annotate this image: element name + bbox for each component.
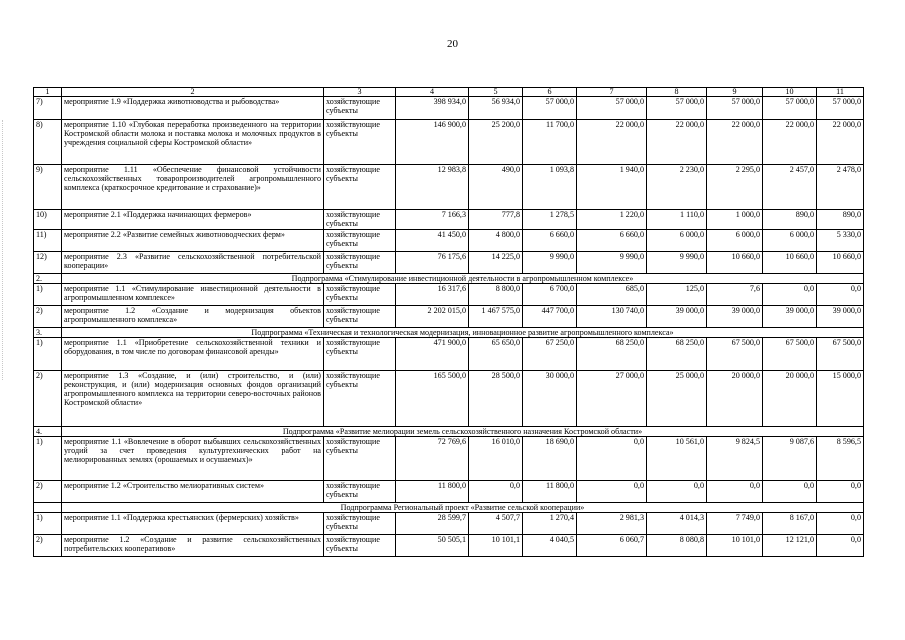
amount-cell: 4 800,0 [469, 230, 523, 252]
amount-cell: 146 900,0 [396, 120, 469, 165]
table-row [34, 165, 864, 210]
header-cell: 9 [707, 88, 763, 97]
row-number: 11) [34, 230, 62, 252]
row-number: 2) [34, 535, 62, 557]
amount-cell: 67 500,0 [763, 338, 817, 371]
measure-name: мероприятие 2.2 «Развитие семейных животноводческих ферм» [62, 230, 324, 252]
section-title: Подпрограмма Региональный проект «Развитие сельской кооперации» [62, 503, 864, 513]
table-row [34, 252, 864, 274]
amount-cell: 67 250,0 [523, 338, 577, 371]
amount-cell: 6 000,0 [763, 230, 817, 252]
amount-cell: 11 800,0 [396, 481, 469, 503]
table-row [34, 338, 864, 371]
amount-cell: 165 500,0 [396, 371, 469, 427]
row-number: 2) [34, 371, 62, 427]
amount-cell: 22 000,0 [707, 120, 763, 165]
amount-cell: 0,0 [817, 513, 864, 535]
amount-cell: 76 175,6 [396, 252, 469, 274]
amount-cell: 57 000,0 [763, 97, 817, 120]
amount-cell: 11 700,0 [523, 120, 577, 165]
amount-cell: 0,0 [577, 437, 647, 481]
section-number: 2. [34, 274, 62, 284]
amount-cell: 1 940,0 [577, 165, 647, 210]
executor: хозяйствующие субъекты [324, 284, 396, 306]
amount-cell: 0,0 [817, 535, 864, 557]
measure-name: мероприятие 1.2 «Создание и модернизация объектов агропромышленного комплекса» [62, 306, 324, 328]
amount-cell: 7 166,3 [396, 210, 469, 230]
section-title: Подпрограмма «Техническая и технологическая модернизация, инновационное развитие агропромышленного комплекса» [62, 328, 864, 338]
executor: хозяйствующие субъекты [324, 513, 396, 535]
amount-cell: 490,0 [469, 165, 523, 210]
header-cell: 10 [763, 88, 817, 97]
executor: хозяйствующие субъекты [324, 252, 396, 274]
measure-name: мероприятие 1.1 «Вовлечение в оборот выбывших сельскохозяйственных угодий за счет проведения культуртехнических работ на мелиорированных землях (орошаемых и осушаемых)» [62, 437, 324, 481]
measure-name: мероприятие 1.2 «Создание и развитие сельскохозяйственных потребительских кооперативов» [62, 535, 324, 557]
amount-cell: 0,0 [817, 284, 864, 306]
row-number: 8) [34, 120, 62, 165]
measure-name: мероприятие 1.10 «Глубокая переработка произведенного на территории Костромской области молока и поставка молока и молочных продуктов в учреждения социальной сферы Костромской области» [62, 120, 324, 165]
table-row [34, 513, 864, 535]
amount-cell: 39 000,0 [707, 306, 763, 328]
amount-cell: 8 800,0 [469, 284, 523, 306]
margin-guide [2, 120, 7, 380]
executor: хозяйствующие субъекты [324, 210, 396, 230]
amount-cell: 30 000,0 [523, 371, 577, 427]
executor: хозяйствующие субъекты [324, 338, 396, 371]
amount-cell: 10 660,0 [763, 252, 817, 274]
table-row [34, 120, 864, 165]
section-title: Подпрограмма «Стимулирование инвестиционной деятельности в агропромышленном комплексе» [62, 274, 864, 284]
amount-cell: 12 121,0 [763, 535, 817, 557]
table-row [34, 284, 864, 306]
amount-cell: 12 983,8 [396, 165, 469, 210]
header-cell: 8 [647, 88, 707, 97]
program-measures-table [33, 87, 864, 557]
amount-cell: 890,0 [763, 210, 817, 230]
section-row [34, 503, 864, 513]
amount-cell: 0,0 [817, 481, 864, 503]
amount-cell: 10 561,0 [647, 437, 707, 481]
amount-cell: 1 093,8 [523, 165, 577, 210]
measure-name: мероприятие 1.1 «Стимулирование инвестиционной деятельности в агропромышленном комплексе» [62, 284, 324, 306]
amount-cell: 10 660,0 [817, 252, 864, 274]
amount-cell: 2 230,0 [647, 165, 707, 210]
amount-cell: 9 990,0 [647, 252, 707, 274]
measure-name: мероприятие 1.11 «Обеспечение финансовой устойчивости сельскохозяйственных товаропроизводителей агропромышленного комплекса (краткосрочное кредитование и страхование)» [62, 165, 324, 210]
amount-cell: 0,0 [707, 481, 763, 503]
table-row [34, 437, 864, 481]
amount-cell: 25 000,0 [647, 371, 707, 427]
amount-cell: 6 000,0 [707, 230, 763, 252]
amount-cell: 25 200,0 [469, 120, 523, 165]
amount-cell: 398 934,0 [396, 97, 469, 120]
executor: хозяйствующие субъекты [324, 535, 396, 557]
amount-cell: 1 220,0 [577, 210, 647, 230]
amount-cell: 28 599,7 [396, 513, 469, 535]
header-cell: 1 [34, 88, 62, 97]
amount-cell: 9 990,0 [577, 252, 647, 274]
section-title: Подпрограмма «Развитие мелиорации земель сельскохозяйственного назначения Костромской области» [62, 427, 864, 437]
amount-cell: 125,0 [647, 284, 707, 306]
page-number: 20 [447, 38, 458, 50]
amount-cell: 20 000,0 [707, 371, 763, 427]
amount-cell: 777,8 [469, 210, 523, 230]
amount-cell: 0,0 [469, 481, 523, 503]
section-number [34, 503, 62, 513]
row-number: 1) [34, 513, 62, 535]
section-number: 4. [34, 427, 62, 437]
executor: хозяйствующие субъекты [324, 371, 396, 427]
amount-cell: 16 317,6 [396, 284, 469, 306]
amount-cell: 9 824,5 [707, 437, 763, 481]
row-number: 2) [34, 306, 62, 328]
row-number: 9) [34, 165, 62, 210]
amount-cell: 39 000,0 [817, 306, 864, 328]
amount-cell: 57 000,0 [707, 97, 763, 120]
executor: хозяйствующие субъекты [324, 437, 396, 481]
amount-cell: 28 500,0 [469, 371, 523, 427]
amount-cell: 2 457,0 [763, 165, 817, 210]
header-cell: 7 [577, 88, 647, 97]
amount-cell: 50 505,1 [396, 535, 469, 557]
amount-cell: 72 769,6 [396, 437, 469, 481]
amount-cell: 7,6 [707, 284, 763, 306]
amount-cell: 0,0 [763, 481, 817, 503]
amount-cell: 6 700,0 [523, 284, 577, 306]
measure-name: мероприятие 1.2 «Строительство мелиоративных систем» [62, 481, 324, 503]
amount-cell: 8 167,0 [763, 513, 817, 535]
amount-cell: 68 250,0 [647, 338, 707, 371]
table-row [34, 97, 864, 120]
amount-cell: 8 596,5 [817, 437, 864, 481]
amount-cell: 67 500,0 [707, 338, 763, 371]
amount-cell: 6 660,0 [523, 230, 577, 252]
amount-cell: 890,0 [817, 210, 864, 230]
section-row [34, 328, 864, 338]
amount-cell: 65 650,0 [469, 338, 523, 371]
amount-cell: 4 507,7 [469, 513, 523, 535]
amount-cell: 39 000,0 [647, 306, 707, 328]
table-row [34, 481, 864, 503]
header-row [34, 88, 864, 97]
amount-cell: 7 749,0 [707, 513, 763, 535]
table-row [34, 210, 864, 230]
amount-cell: 1 467 575,0 [469, 306, 523, 328]
amount-cell: 57 000,0 [647, 97, 707, 120]
amount-cell: 6 660,0 [577, 230, 647, 252]
section-row [34, 274, 864, 284]
amount-cell: 14 225,0 [469, 252, 523, 274]
amount-cell: 68 250,0 [577, 338, 647, 371]
amount-cell: 2 478,0 [817, 165, 864, 210]
executor: хозяйствующие субъекты [324, 165, 396, 210]
amount-cell: 9 087,6 [763, 437, 817, 481]
amount-cell: 22 000,0 [577, 120, 647, 165]
amount-cell: 15 000,0 [817, 371, 864, 427]
executor: хозяйствующие субъекты [324, 306, 396, 328]
amount-cell: 57 000,0 [817, 97, 864, 120]
measure-name: мероприятие 1.1 «Приобретение сельскохозяйственной техники и оборудования, в том числе по договорам финансовой аренды» [62, 338, 324, 371]
amount-cell: 8 080,8 [647, 535, 707, 557]
amount-cell: 2 202 015,0 [396, 306, 469, 328]
amount-cell: 5 330,0 [817, 230, 864, 252]
amount-cell: 10 101,0 [707, 535, 763, 557]
row-number: 1) [34, 284, 62, 306]
amount-cell: 1 110,0 [647, 210, 707, 230]
row-number: 7) [34, 97, 62, 120]
measure-name: мероприятие 1.1 «Поддержка крестьянских (фермерских) хозяйств» [62, 513, 324, 535]
amount-cell: 57 000,0 [577, 97, 647, 120]
executor: хозяйствующие субъекты [324, 230, 396, 252]
table-row [34, 230, 864, 252]
executor: хозяйствующие субъекты [324, 120, 396, 165]
executor: хозяйствующие субъекты [324, 97, 396, 120]
amount-cell: 56 934,0 [469, 97, 523, 120]
amount-cell: 22 000,0 [817, 120, 864, 165]
header-cell: 4 [396, 88, 469, 97]
amount-cell: 41 450,0 [396, 230, 469, 252]
measure-name: мероприятие 2.1 «Поддержка начинающих фермеров» [62, 210, 324, 230]
amount-cell: 471 900,0 [396, 338, 469, 371]
section-row [34, 427, 864, 437]
amount-cell: 447 700,0 [523, 306, 577, 328]
amount-cell: 10 101,1 [469, 535, 523, 557]
amount-cell: 57 000,0 [523, 97, 577, 120]
amount-cell: 130 740,0 [577, 306, 647, 328]
amount-cell: 22 000,0 [763, 120, 817, 165]
amount-cell: 16 010,0 [469, 437, 523, 481]
amount-cell: 67 500,0 [817, 338, 864, 371]
amount-cell: 22 000,0 [647, 120, 707, 165]
amount-cell: 1 270,4 [523, 513, 577, 535]
amount-cell: 685,0 [577, 284, 647, 306]
header-cell: 2 [62, 88, 324, 97]
amount-cell: 10 660,0 [707, 252, 763, 274]
executor: хозяйствующие субъекты [324, 481, 396, 503]
row-number: 12) [34, 252, 62, 274]
measure-name: мероприятие 1.3 «Создание, и (или) строительство, и (или) реконструкция, и (или) модернизация основных фондов организаций агропромышленного комплекса на территории северо-восточных районов Костромской области» [62, 371, 324, 427]
amount-cell: 27 000,0 [577, 371, 647, 427]
amount-cell: 9 990,0 [523, 252, 577, 274]
amount-cell: 0,0 [763, 284, 817, 306]
amount-cell: 11 800,0 [523, 481, 577, 503]
header-cell: 11 [817, 88, 864, 97]
header-cell: 6 [523, 88, 577, 97]
header-cell: 3 [324, 88, 396, 97]
amount-cell: 6 060,7 [577, 535, 647, 557]
row-number: 1) [34, 338, 62, 371]
measure-name: мероприятие 1.9 «Поддержка животноводства и рыбоводства» [62, 97, 324, 120]
amount-cell: 2 295,0 [707, 165, 763, 210]
amount-cell: 6 000,0 [647, 230, 707, 252]
amount-cell: 1 278,5 [523, 210, 577, 230]
amount-cell: 4 014,3 [647, 513, 707, 535]
row-number: 2) [34, 481, 62, 503]
table-row [34, 306, 864, 328]
amount-cell: 20 000,0 [763, 371, 817, 427]
amount-cell: 39 000,0 [763, 306, 817, 328]
measure-name: мероприятие 2.3 «Развитие сельскохозяйственной потребительской кооперации» [62, 252, 324, 274]
header-cell: 5 [469, 88, 523, 97]
amount-cell: 1 000,0 [707, 210, 763, 230]
amount-cell: 0,0 [577, 481, 647, 503]
amount-cell: 4 040,5 [523, 535, 577, 557]
amount-cell: 2 981,3 [577, 513, 647, 535]
section-number: 3. [34, 328, 62, 338]
table-row [34, 535, 864, 557]
row-number: 1) [34, 437, 62, 481]
table-row [34, 371, 864, 427]
row-number: 10) [34, 210, 62, 230]
amount-cell: 0,0 [647, 481, 707, 503]
amount-cell: 18 690,0 [523, 437, 577, 481]
